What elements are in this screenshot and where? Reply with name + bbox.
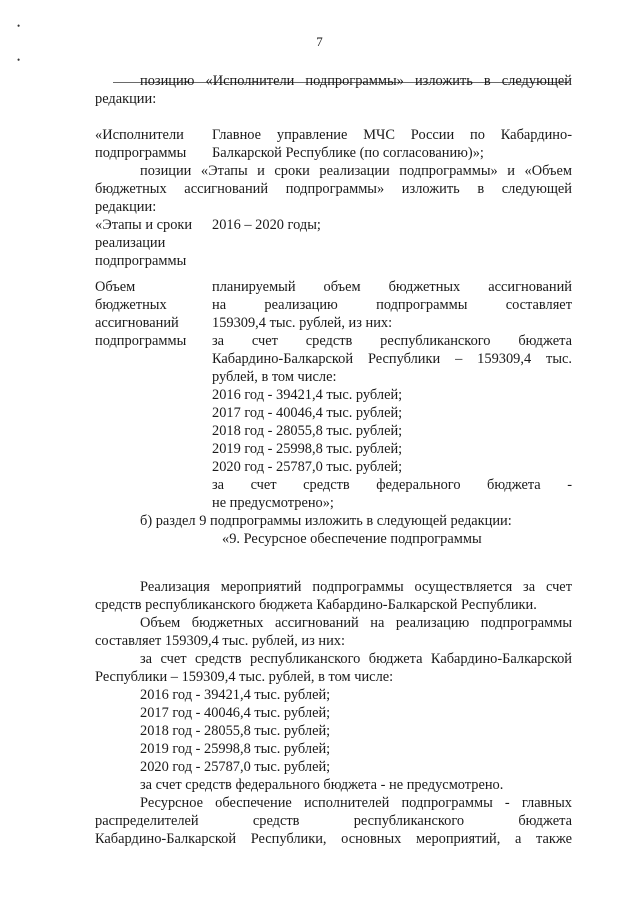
stages-value-line: 2016 – 2020 годы; [212, 217, 321, 233]
year-line: 2016 год - 39421,4 тыс. рублей; [140, 687, 331, 703]
volume-line: за счет средств республиканского бюджета [212, 333, 572, 349]
stages-intro-line-2: бюджетных ассигнований подпрограммы» изложить в следующей [95, 181, 572, 197]
volume-year-line: 2018 год - 28055,8 тыс. рублей; [212, 423, 403, 439]
stages-intro-line-1: позиции «Этапы и сроки реализации подпрограммы» и «Объем [140, 163, 572, 179]
section-b-line: б) раздел 9 подпрограммы изложить в следующей редакции: [140, 513, 512, 529]
volume-year-line: 2020 год - 25787,0 тыс. рублей; [212, 459, 403, 475]
margin-mark-top: • [17, 21, 21, 31]
volume-line: не предусмотрено»; [212, 495, 334, 511]
volume-year-line: 2019 год - 25998,8 тыс. рублей; [212, 441, 403, 457]
stages-label-line: подпрограммы [95, 253, 187, 269]
volume-label [95, 278, 212, 350]
volume-row [95, 278, 572, 512]
volume-line: за счет средств федерального бюджета - [212, 477, 572, 493]
year-line: 2019 год - 25998,8 тыс. рублей; [140, 741, 331, 757]
volume-line: рублей, в том числе: [212, 369, 337, 385]
federal-line: за счет средств федерального бюджета - не предусмотрено. [140, 777, 504, 793]
stages-intro-line-3: редакции: [95, 199, 157, 215]
year-line: 2017 год - 40046,4 тыс. рублей; [140, 705, 331, 721]
resource-line-3: Кабардино-Балкарской Республики, основных мероприятий, а также [95, 831, 572, 847]
margin-mark-bottom: • [17, 55, 21, 65]
stages-row [95, 216, 572, 270]
volume-value [212, 278, 572, 512]
intro-line-2: редакции: [95, 91, 157, 107]
executors-value-line: Главное управление МЧС России по Кабардино- [212, 127, 572, 143]
stages-label-line: реализации [95, 235, 166, 251]
volume-year-line: 2017 год - 40046,4 тыс. рублей; [212, 405, 403, 421]
volume-label-line: подпрограммы [95, 333, 187, 349]
executors-label-line: подпрограммы [95, 145, 187, 161]
executors-value [212, 126, 572, 162]
spacer [95, 548, 572, 578]
volume-line: Кабардино-Балкарской Республики – 159309,4 тыс. [212, 351, 572, 367]
volume-line: планируемый объем бюджетных ассигнований [212, 279, 572, 295]
para1-line-1: Реализация мероприятий подпрограммы осуществляется за счет [140, 579, 572, 595]
volume-label-line: ассигнований [95, 315, 179, 331]
year-line: 2020 год - 25787,0 тыс. рублей; [140, 759, 331, 775]
volume-label-line: бюджетных [95, 297, 167, 313]
stages-label-line: «Этапы и сроки [95, 217, 193, 233]
resource-line-1: Ресурсное обеспечение исполнителей подпрограммы - главных [140, 795, 572, 811]
section-title: «9. Ресурсное обеспечение подпрограммы [222, 531, 482, 547]
stages-label [95, 216, 212, 270]
volume-year-line: 2016 год - 39421,4 тыс. рублей; [212, 387, 403, 403]
page-number: 7 [316, 34, 323, 49]
para2-line-1: Объем бюджетных ассигнований на реализацию подпрограммы [140, 615, 572, 631]
para1-line-2: средств республиканского бюджета Кабардино-Балкарской Республики. [95, 597, 537, 613]
para3-line-1: за счет средств республиканского бюджета Кабардино-Балкарской [140, 651, 572, 667]
para3-line-2: Республики – 159309,4 тыс. рублей, в том числе: [95, 669, 394, 685]
resource-line-2: распределителей средств республиканского бюджета [95, 813, 572, 829]
executors-label [95, 126, 212, 162]
document-body [95, 72, 572, 848]
volume-label-line: Объем [95, 279, 136, 295]
stages-value [212, 216, 572, 234]
year-line: 2018 год - 28055,8 тыс. рублей; [140, 723, 331, 739]
executors-label-line: «Исполнители [95, 127, 184, 143]
volume-line: 159309,4 тыс. рублей, из них: [212, 315, 393, 331]
para2-line-2: составляет 159309,4 тыс. рублей, из них: [95, 633, 345, 649]
volume-line: на реализацию подпрограммы составляет [212, 297, 572, 313]
executors-row [95, 126, 572, 162]
executors-value-line: Балкарской Республике (по согласованию)»; [212, 145, 484, 161]
intro-line-1: позицию «Исполнители подпрограммы» изложить в следующей [140, 73, 572, 89]
